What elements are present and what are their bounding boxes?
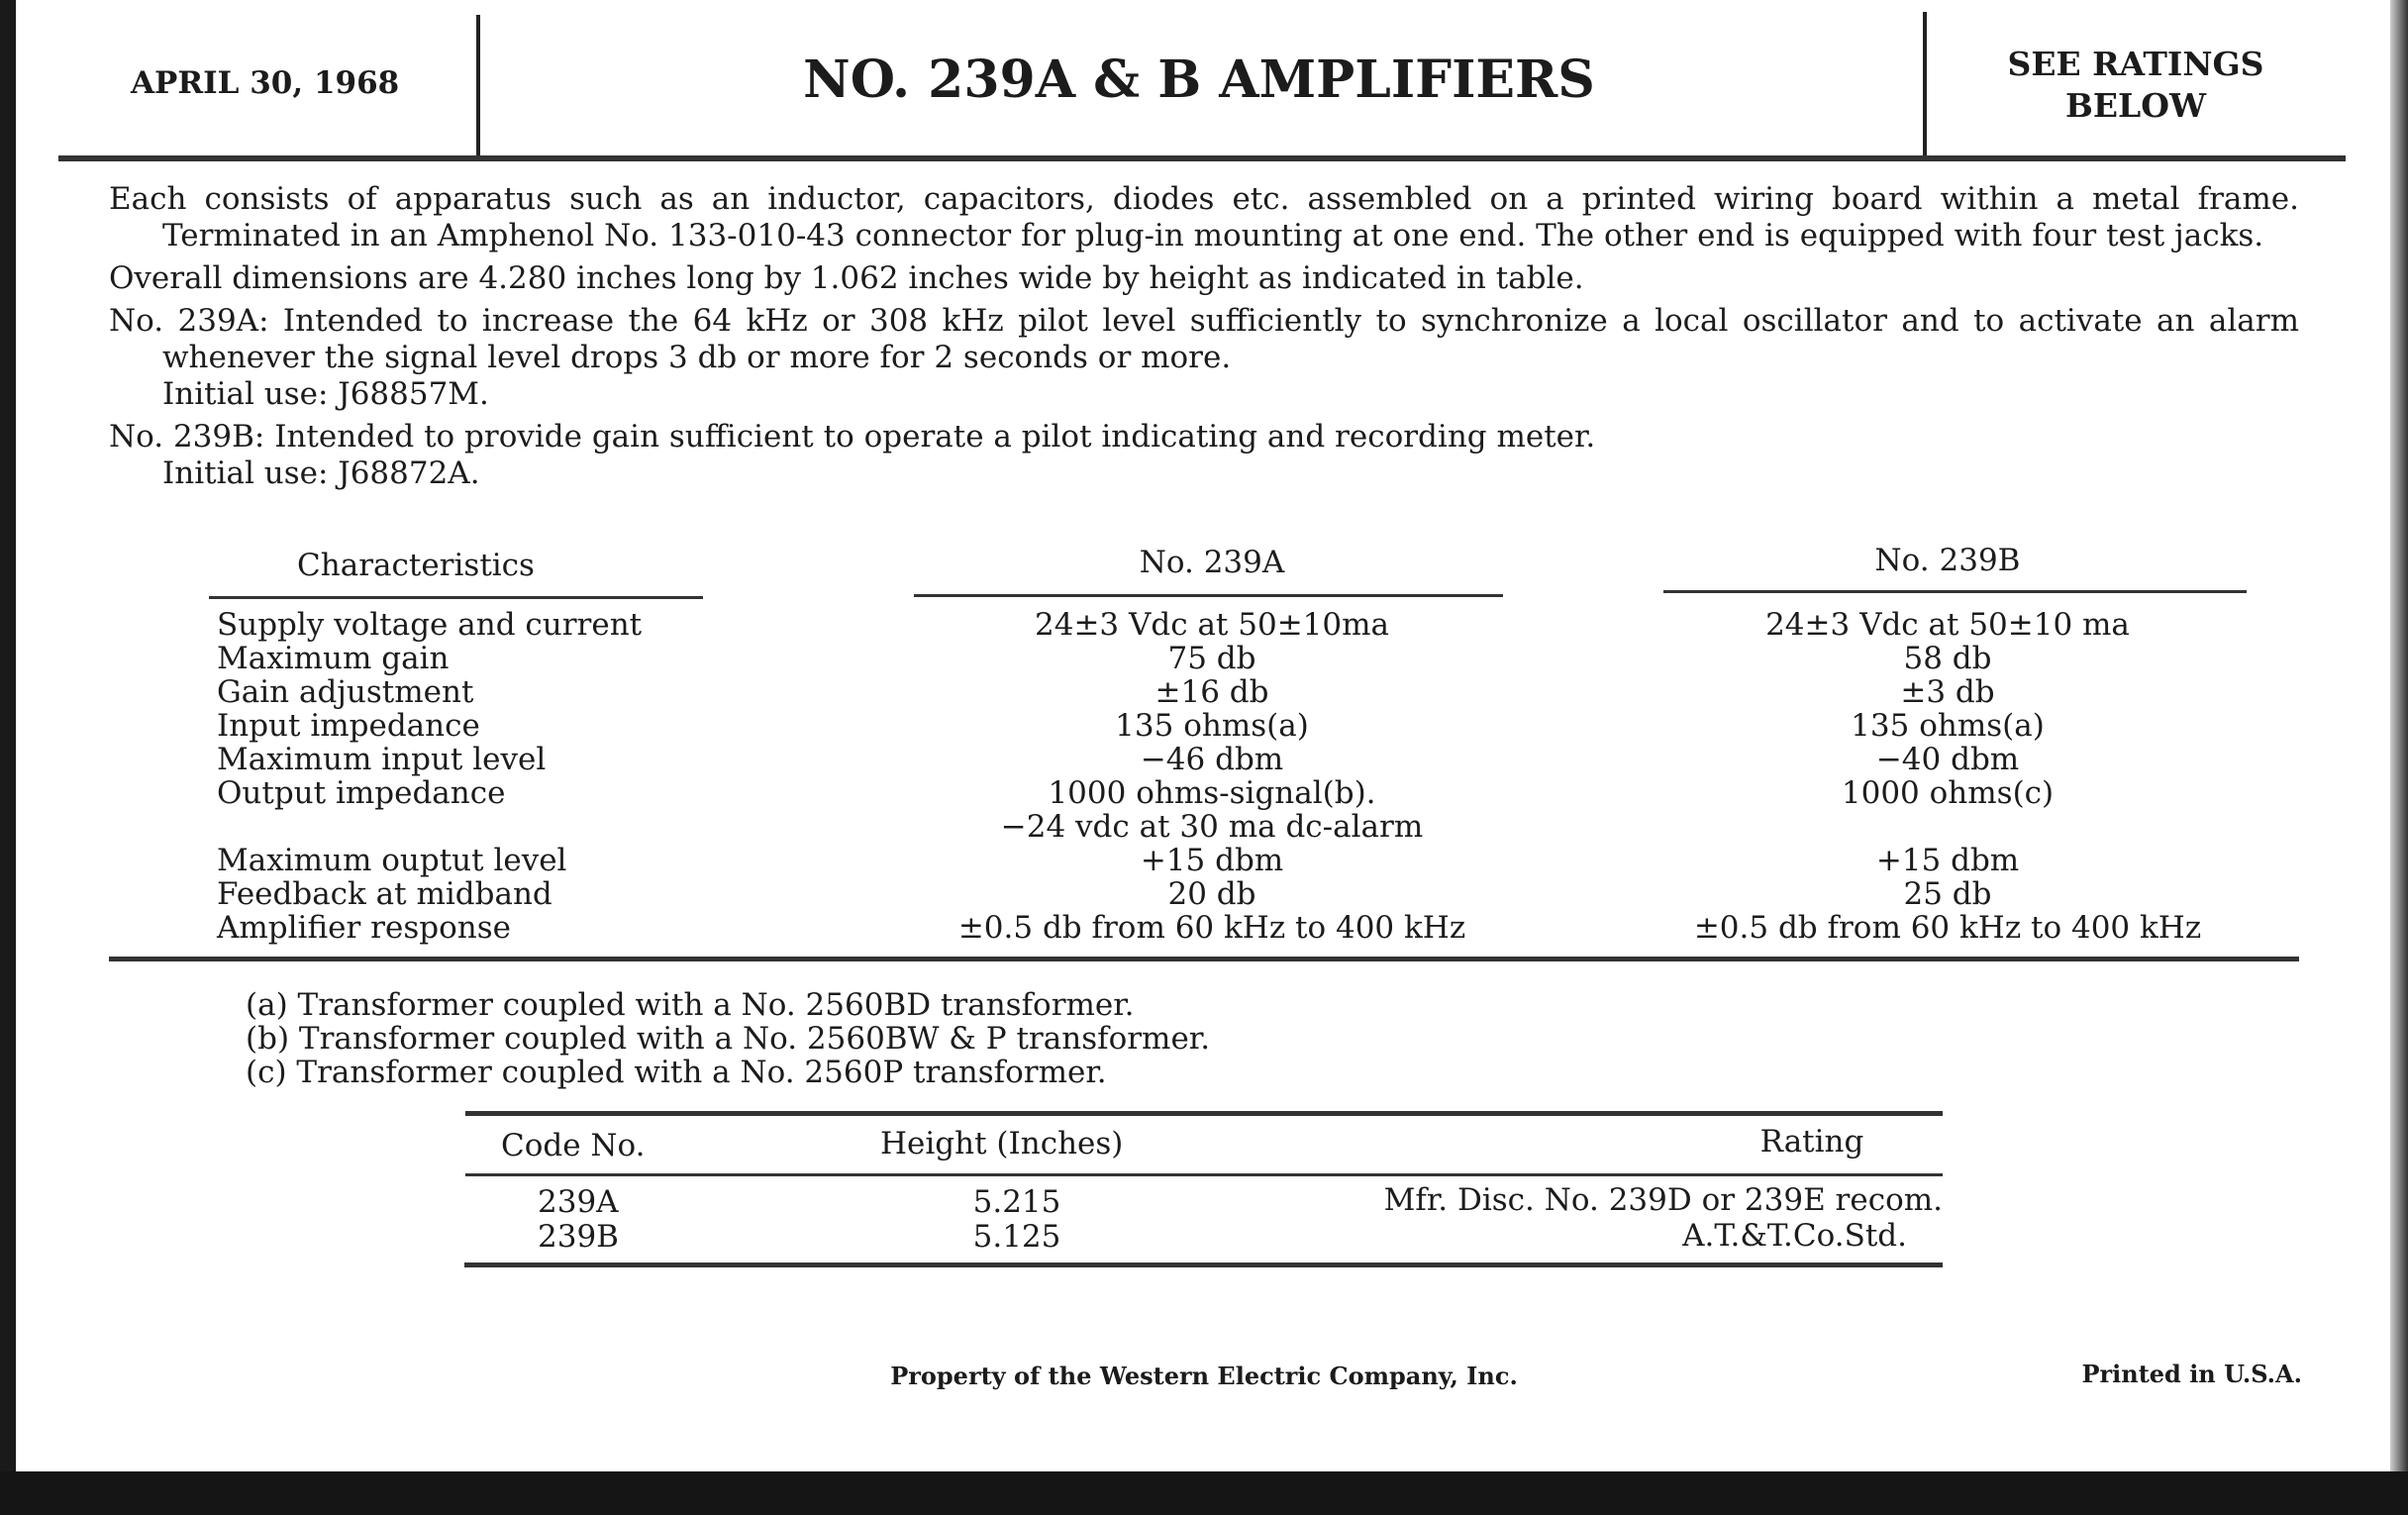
value-239b: 135 ohms(a) bbox=[1851, 708, 2045, 744]
ratings-height: 5.215 bbox=[972, 1184, 1061, 1220]
dimensions-paragraph: Overall dimensions are 4.280 inches long by 1.062 inches wide by height as indicated in table. bbox=[109, 260, 1584, 296]
characteristic-label: Input impedance bbox=[217, 708, 480, 744]
ratings-code: 239B bbox=[538, 1219, 619, 1255]
characteristic-label: Supply voltage and current bbox=[217, 607, 643, 643]
value-239a: 24±3 Vdc at 50±10ma bbox=[1035, 607, 1389, 643]
footnote-c: (c) Transformer coupled with a No. 2560P transformer. bbox=[246, 1055, 1107, 1090]
ratings-code: 239A bbox=[538, 1184, 619, 1220]
characteristic-label: Gain adjustment bbox=[217, 674, 474, 710]
column-header-height: Height (Inches) bbox=[880, 1126, 1124, 1162]
ratings-note-line: BELOW bbox=[2064, 86, 2207, 125]
scan-edge-left bbox=[0, 0, 16, 1515]
value-239b: 24±3 Vdc at 50±10 ma bbox=[1765, 607, 2130, 643]
footnote-b: (b) Transformer coupled with a No. 2560BW & P transformer. bbox=[246, 1021, 1211, 1057]
characteristic-label: Amplifier response bbox=[217, 910, 511, 946]
column-header-characteristics: Characteristics bbox=[297, 548, 535, 583]
value-239a: ±0.5 db from 60 kHz to 400 kHz bbox=[957, 910, 1466, 946]
footnote-a: (a) Transformer coupled with a No. 2560BD transformer. bbox=[246, 987, 1135, 1023]
ratings-header-rule bbox=[465, 1173, 1943, 1176]
description bbox=[109, 181, 2299, 492]
239b-paragraph: No. 239B: Intended to provide gain sufficient to operate a pilot indicating and recording meter. bbox=[109, 419, 1596, 454]
characteristic-label: Maximum gain bbox=[217, 641, 450, 676]
value-239b: 25 db bbox=[1903, 876, 1992, 912]
value-239a: 135 ohms(a) bbox=[1115, 708, 1309, 744]
value-239a: ±16 db bbox=[1154, 674, 1269, 710]
characteristic-label: Maximum ouptut level bbox=[217, 843, 567, 878]
column-header-code: Code No. bbox=[501, 1128, 646, 1163]
ratings-note-line: SEE RATINGS bbox=[2007, 45, 2264, 83]
value-239a-continued: −24 vdc at 30 ma dc-alarm bbox=[1000, 809, 1424, 845]
characteristic-label: Output impedance bbox=[217, 775, 506, 811]
column-header-rating: Rating bbox=[1759, 1124, 1864, 1160]
ratings-bottom-rule bbox=[464, 1262, 1943, 1267]
scan-edge-right bbox=[2390, 0, 2408, 1515]
footnotes bbox=[246, 988, 1210, 1089]
value-239a: +15 dbm bbox=[1140, 843, 1284, 878]
table-bottom-rule bbox=[109, 957, 2299, 961]
column-header-239a: No. 239A bbox=[1139, 545, 1285, 580]
characteristic-label: Feedback at midband bbox=[217, 876, 552, 912]
value-239a: 20 db bbox=[1167, 876, 1256, 912]
value-239a: −46 dbm bbox=[1140, 742, 1284, 777]
header-rule bbox=[58, 155, 2346, 161]
page-title: NO. 239A & B AMPLIFIERS bbox=[803, 50, 1595, 110]
ratings-top-rule bbox=[465, 1111, 1943, 1116]
characteristic-label: Maximum input level bbox=[217, 742, 547, 777]
column-header-239b: No. 239B bbox=[1874, 543, 2021, 578]
document-date: APRIL 30, 1968 bbox=[131, 65, 400, 101]
ratings-rating: Mfr. Disc. No. 239D or 239E recom. bbox=[1383, 1182, 1943, 1218]
value-239a: 75 db bbox=[1167, 641, 1256, 676]
description-paragraph: Each consists of apparatus such as an inductor, capacitors, diodes etc. assembled on a printed wiring board within a metal frame. Terminated in an Amphenol No. 133-010-43 connector for plug-in mounting at one end. The other end is equipped with four test jacks. bbox=[109, 181, 2299, 253]
ratings-rating: A.T.&T.Co.Std. bbox=[1682, 1218, 1907, 1254]
239a-initial-use: Initial use: J68857M. bbox=[162, 376, 489, 412]
value-239b: ±3 db bbox=[1900, 674, 1995, 710]
value-239a: 1000 ohms-signal(b). bbox=[1048, 775, 1376, 811]
scan-edge-bottom bbox=[0, 1471, 2408, 1515]
value-239b: +15 dbm bbox=[1875, 843, 2020, 878]
value-239b: −40 dbm bbox=[1875, 742, 2020, 777]
value-239b: 1000 ohms(c) bbox=[1841, 775, 2055, 811]
header-underline bbox=[209, 596, 703, 599]
footer-printed: Printed in U.S.A. bbox=[2081, 1360, 2302, 1388]
239b-initial-use: Initial use: J68872A. bbox=[162, 455, 480, 491]
header-divider bbox=[476, 15, 480, 161]
header-underline bbox=[914, 594, 1503, 597]
ratings-note bbox=[2007, 44, 2263, 127]
239a-paragraph: No. 239A: Intended to increase the 64 kHz or 308 kHz pilot level sufficiently to synchronize a local oscillator and to activate an alarm whenever the signal level drops 3 db or more for 2 seconds or more. bbox=[109, 303, 2299, 375]
ratings-height: 5.125 bbox=[972, 1219, 1061, 1255]
value-239b: 58 db bbox=[1903, 641, 1992, 676]
footer-property: Property of the Western Electric Company, Inc. bbox=[890, 1362, 1518, 1390]
header-divider bbox=[1923, 12, 1927, 158]
value-239b: ±0.5 db from 60 kHz to 400 kHz bbox=[1693, 910, 2202, 946]
header-underline bbox=[1663, 590, 2247, 593]
